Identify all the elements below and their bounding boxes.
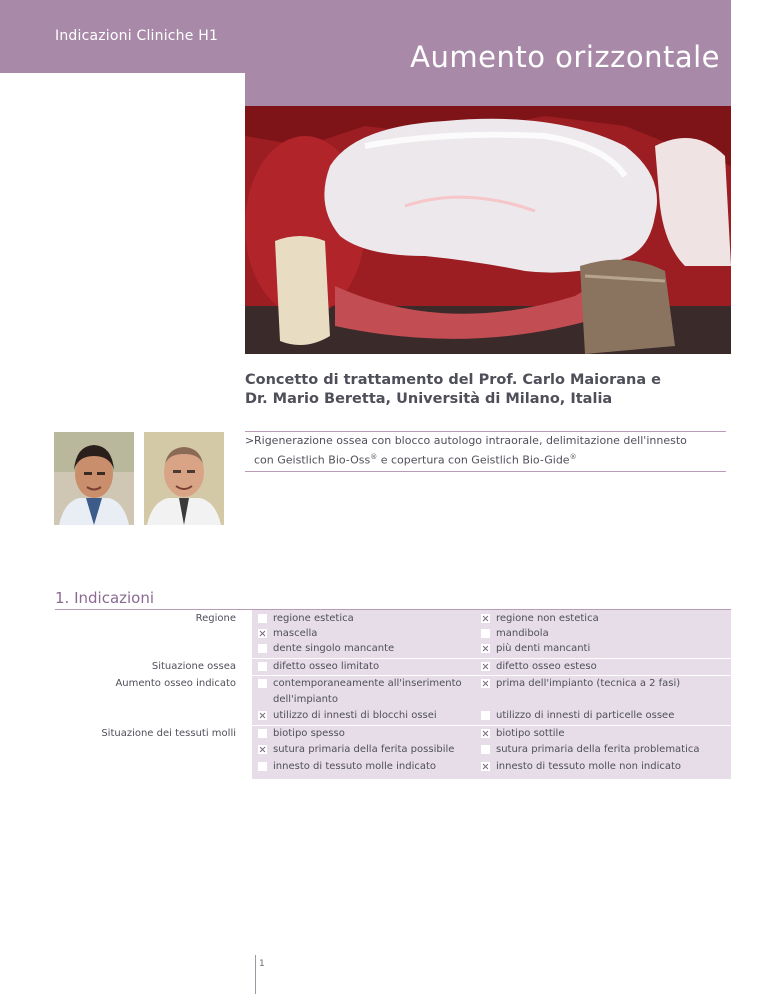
checkbox-item: difetto osseo limitato (258, 659, 379, 675)
checkbox-icon (258, 679, 267, 688)
checkbox-icon (258, 614, 267, 623)
checkbox-item: biotipo sottile (481, 726, 564, 742)
section-title: 1. Indicazioni (55, 589, 155, 607)
checkbox-icon (481, 662, 490, 671)
checkbox-item: prima dell'impianto (tecnica a 2 fasi) (481, 676, 680, 692)
arrow-icon: > (245, 434, 255, 447)
checkbox-item: innesto di tessuto molle indicato (258, 759, 436, 775)
checkbox-icon (258, 762, 267, 771)
checkbox-item: sutura primaria della ferita problematica (481, 742, 700, 758)
label-aumento-osseo: Aumento osseo indicato (115, 678, 236, 689)
checkbox-icon (481, 629, 490, 638)
checkbox-icon (481, 614, 490, 623)
checkbox-icon (258, 729, 267, 738)
page-title: Aumento orizzontale (410, 40, 720, 74)
clinical-photo (245, 106, 731, 354)
checkbox-icon (481, 762, 490, 771)
checkbox-icon (481, 679, 490, 688)
checkbox-item: contemporaneamente all'inserimento dell'impianto (258, 676, 473, 708)
checkbox-icon (481, 711, 490, 720)
checkbox-item: più denti mancanti (481, 641, 590, 657)
checkbox-item: dente singolo mancante (258, 641, 394, 657)
checkbox-item: mascella (258, 626, 317, 642)
checkbox-icon (258, 745, 267, 754)
authors-line-2: Dr. Mario Beretta, Università di Milano, Italia (245, 391, 613, 407)
authors-line-1: Concetto di trattamento del Prof. Carlo Maiorana e (245, 372, 662, 388)
page-number-rule (255, 955, 256, 994)
label-situazione-ossea: Situazione ossea (151, 661, 236, 672)
page-number: 1 (259, 959, 265, 969)
checkbox-icon (258, 662, 267, 671)
checkbox-item: regione estetica (258, 611, 354, 627)
checkbox-item: utilizzo di innesti di blocchi ossei (258, 708, 437, 724)
checkbox-item: innesto di tessuto molle non indicato (481, 759, 681, 775)
authors-block (245, 371, 705, 409)
author-portrait-2 (144, 432, 224, 525)
checkbox-item: mandibola (481, 626, 549, 642)
checkbox-icon (481, 729, 490, 738)
checkbox-icon (481, 745, 490, 754)
description-line-1: >Rigenerazione ossea con blocco autologo intraorale, delimitazione dell'innesto (245, 434, 687, 447)
label-regione: Regione (195, 613, 236, 624)
checkbox-item: utilizzo di innesti di particelle ossee (481, 708, 674, 724)
registered-mark: ® (569, 453, 577, 461)
author-portrait-1 (54, 432, 134, 525)
checkbox-item: difetto osseo esteso (481, 659, 597, 675)
registered-mark: ® (370, 453, 378, 461)
treatment-description (245, 431, 726, 472)
checkbox-item: biotipo spesso (258, 726, 345, 742)
checkbox-icon (258, 629, 267, 638)
checkbox-icon (481, 644, 490, 653)
header-kicker: Indicazioni Cliniche H1 (55, 28, 219, 44)
checkbox-item: regione non estetica (481, 611, 599, 627)
checkbox-item: sutura primaria della ferita possibile (258, 742, 454, 758)
checkbox-icon (258, 711, 267, 720)
description-line-2: con Geistlich Bio-Oss® e copertura con Geistlich Bio-Gide® (254, 453, 577, 467)
checkbox-icon (258, 644, 267, 653)
label-tessuti-molli: Situazione dei tessuti molli (101, 728, 236, 739)
